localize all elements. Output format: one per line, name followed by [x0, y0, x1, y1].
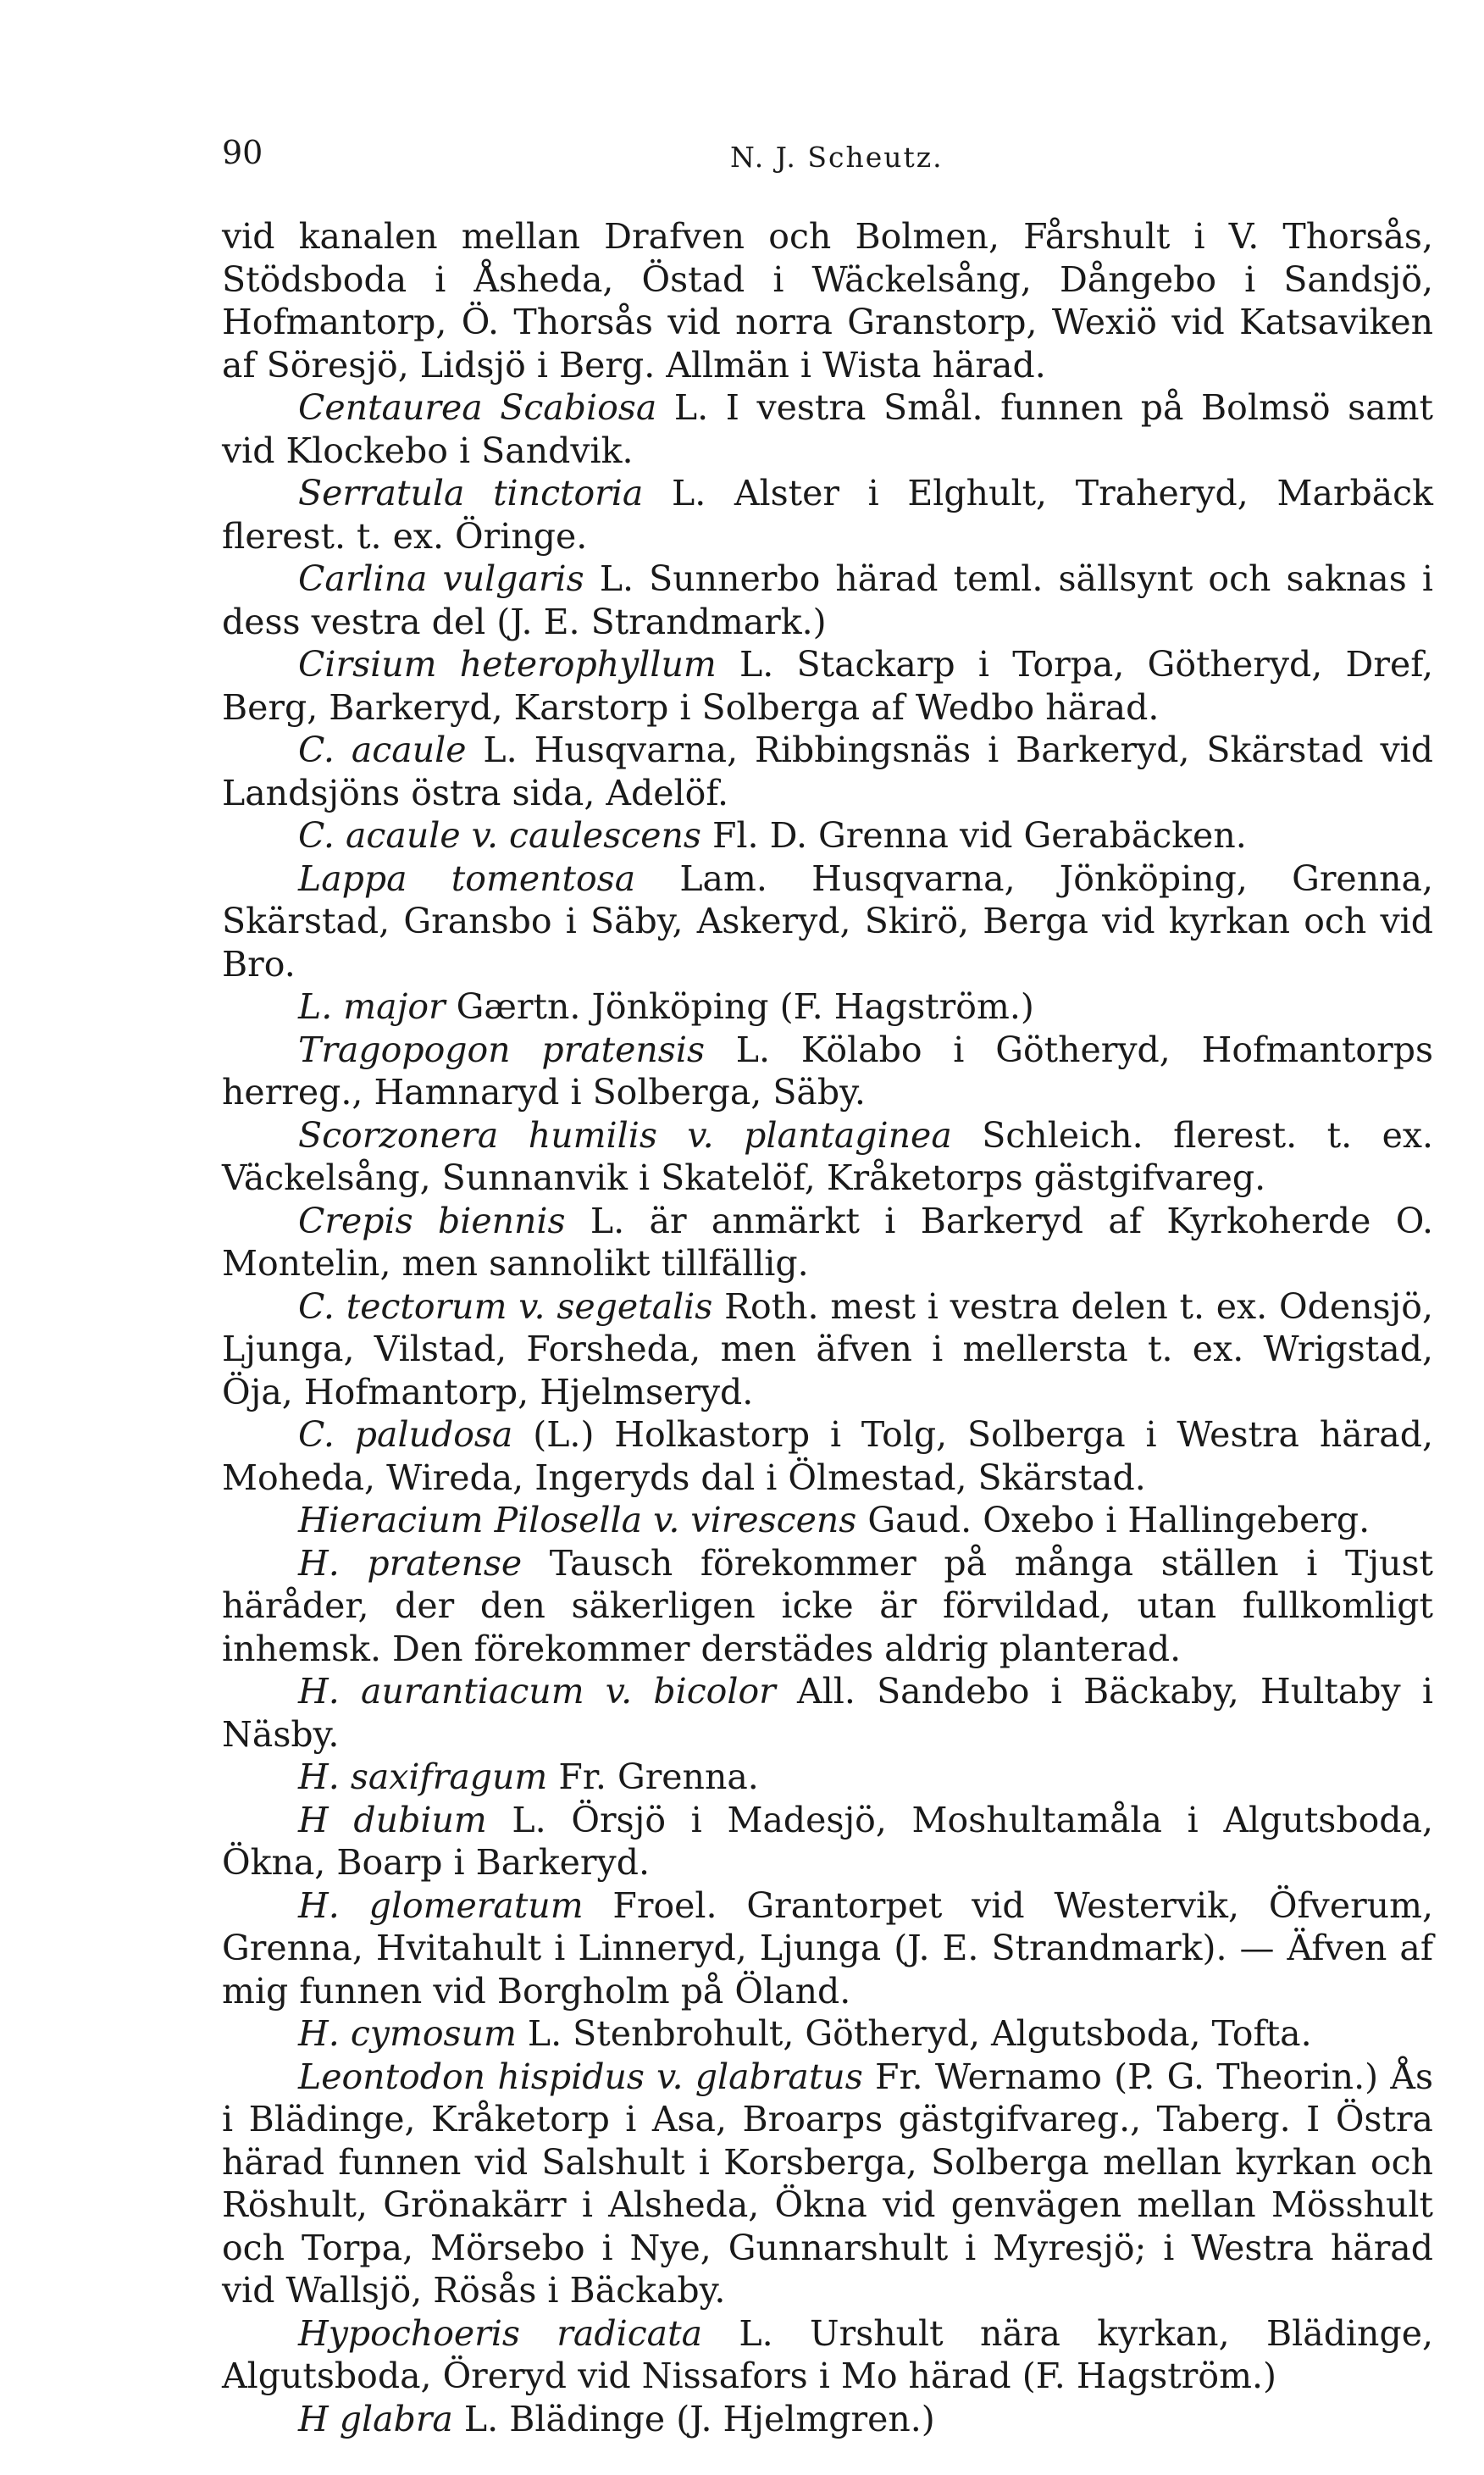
taxon-name: H. aurantiacum v. bicolor	[298, 1671, 776, 1712]
species-entry	[222, 814, 1433, 857]
entry-text: Schleich. flerest. t. ex. Väckelsång, Sunnanvik i Skatelöf, Kråketorps gästgifvareg.	[222, 1114, 1433, 1198]
species-entry	[222, 1029, 1433, 1114]
entry-text: L. Alster i Elghult, Traheryd, Marbäck flerest. t. ex. Öringe.	[222, 473, 1433, 557]
taxon-name: C. acaule	[298, 730, 467, 770]
taxon-name: Carlina vulgaris	[298, 558, 584, 599]
entry-text: Fr. Wernamo (P. G. Theorin.) Ås i Blädinge, Kråketorp i Asa, Broarps gästgifvareg., Taberg. I Östra härad funnen vid Salshult i Korsberga, Solberga mellan kyrkan och Röshult, Grönakärr i Alsheda, Ökna vid genvägen mellan Mösshult och Torpa, Mörsebo i Nye, Gunnarshult i Myresjö; i Westra härad vid Wallsjö, Rösås i Bäckaby.	[222, 2056, 1433, 2311]
entry-text: L. Örsjö i Madesjö, Moshultamåla i Algutsboda, Ökna, Boarp i Barkeryd.	[222, 1799, 1433, 1883]
species-entry	[222, 1413, 1433, 1499]
entry-text: L. Stackarp i Torpa, Götheryd, Dref, Berg, Barkeryd, Karstorp i Solberga af Wedbo härad.	[222, 644, 1433, 728]
page-header	[222, 110, 1433, 178]
page-number: 90	[222, 134, 263, 171]
taxon-name: C. paludosa	[298, 1414, 513, 1455]
taxon-name: Centaurea Scabiosa	[298, 387, 657, 428]
species-entry	[222, 2312, 1433, 2398]
taxon-name: H. pratense	[298, 1542, 523, 1584]
entry-text: Roth. mest i vestra delen t. ex. Odensjö, Ljunga, Vilstad, Forsheda, men äfven i mellersta t. ex. Wrigstad, Öja, Hofmantorp, Hjelmseryd.	[222, 1285, 1433, 1412]
taxon-name: H dubium	[298, 1799, 487, 1840]
species-entry	[222, 1670, 1433, 1756]
taxon-name: Crepis biennis	[298, 1200, 566, 1241]
entry-text: Lam. Husqvarna, Jönköping, Grenna, Skärstad, Gransbo i Säby, Askeryd, Skirö, Berga vid kyrkan och vid Bro.	[222, 857, 1433, 985]
entry-text: L. Stenbrohult, Götheryd, Algutsboda, Tofta.	[516, 2013, 1312, 2054]
species-entry	[222, 1884, 1433, 2013]
species-entry	[222, 1799, 1433, 1884]
species-entry	[222, 2056, 1433, 2312]
taxon-name: Tragopogon pratensis	[298, 1029, 705, 1070]
species-entry	[222, 472, 1433, 558]
species-entry	[222, 857, 1433, 986]
taxon-name: H. saxifragum	[298, 1756, 548, 1797]
taxon-name: H. glomeratum	[298, 1884, 584, 1926]
taxon-name: H glabra	[298, 2398, 453, 2439]
taxon-name: C. acaule v. caulescens	[298, 815, 701, 856]
entry-text: Gærtn. Jönköping (F. Hagström.)	[445, 986, 1034, 1027]
species-entry	[222, 1114, 1433, 1200]
entry-text: Tausch förekommer på många ställen i Tjust häråder, der den säkerligen icke är förvildad, utan fullkomligt inhemsk. Den förekommer derstädes aldrig planterad.	[222, 1542, 1433, 1669]
species-entry	[222, 1200, 1433, 1285]
species-entry	[222, 2398, 1433, 2441]
entry-text: L. Kölabo i Götheryd, Hofmantorps herreg., Hamnaryd i Solberga, Säby.	[222, 1029, 1433, 1113]
taxon-name: Lappa tomentosa	[298, 857, 636, 899]
entry-text: All. Sandebo i Bäckaby, Hultaby i Näsby.	[222, 1671, 1433, 1755]
species-entry	[222, 1756, 1433, 1799]
species-entry	[222, 558, 1433, 643]
body-text	[222, 215, 1433, 2440]
entry-text: Fr. Grenna.	[547, 1756, 759, 1797]
taxon-name: Serratula tinctoria	[298, 473, 644, 513]
entry-text: L. Husqvarna, Ribbingsnäs i Barkeryd, Skärstad vid Landsjöns östra sida, Adelöf.	[222, 730, 1434, 813]
paragraph	[222, 215, 1433, 386]
taxon-name: L. major	[298, 986, 446, 1027]
species-entry	[222, 386, 1433, 472]
entry-text: L. Urshult nära kyrkan, Blädinge, Algutsboda, Öreryd vid Nissafors i Mo härad (F. Hagström.)	[222, 2312, 1433, 2396]
taxon-name: Leontodon hispidus v. glabratus	[298, 2056, 863, 2097]
species-entry	[222, 2012, 1433, 2056]
entry-text: L. Sunnerbo härad teml. sällsynt och saknas i dess vestra del (J. E. Strandmark.)	[222, 558, 1433, 642]
book-page	[222, 110, 1433, 2440]
entry-text: L. Blädinge (J. Hjelmgren.)	[452, 2398, 935, 2439]
entry-text: Fl. D. Grenna vid Gerabäcken.	[700, 815, 1247, 856]
species-entry	[222, 985, 1433, 1029]
entry-text: L. I vestra Smål. funnen på Bolmsö samt vid Klockebo i Sandvik.	[222, 387, 1433, 471]
species-entry	[222, 643, 1433, 729]
entry-text: L. är anmärkt i Barkeryd af Kyrkoherde O. Montelin, men sannolikt tillfällig.	[222, 1200, 1433, 1284]
paragraph-text: vid kanalen mellan Drafven och Bolmen, Fårshult i V. Thorsås, Stödsboda i Åsheda, Östad i Wäckelsång, Dångebo i Sandsjö, Hofmantorp, Ö. Thorsås vid norra Granstorp, Wexiö vid Katsaviken af Söresjö, Lidsjö i Berg. Allmän i Wista härad.	[222, 216, 1433, 386]
entry-text: (L.) Holkastorp i Tolg, Solberga i Westra härad, Moheda, Wireda, Ingeryds dal i Ölmestad, Skärstad.	[222, 1414, 1433, 1498]
species-entry	[222, 729, 1433, 814]
species-entry	[222, 1499, 1433, 1542]
taxon-name: C. tectorum v. segetalis	[298, 1285, 713, 1327]
entry-text: Gaud. Oxebo i Hallingeberg.	[856, 1500, 1370, 1540]
species-entry	[222, 1542, 1433, 1671]
taxon-name: Cirsium heterophyllum	[298, 644, 717, 685]
species-entry	[222, 1285, 1433, 1414]
taxon-name: H. cymosum	[298, 2013, 517, 2054]
running-head: N. J. Scheutz.	[730, 141, 944, 174]
taxon-name: Scorzonera humilis v. plantaginea	[298, 1114, 952, 1156]
entry-text: Froel. Grantorpet vid Westervik, Öfverum, Grenna, Hvitahult i Linneryd, Ljunga (J. E. Strandmark). — Äfven af mig funnen vid Borgholm på Öland.	[222, 1884, 1433, 2012]
taxon-name: Hieracium Pilosella v. virescens	[298, 1500, 857, 1540]
taxon-name: Hypochoeris radicata	[298, 2312, 703, 2354]
